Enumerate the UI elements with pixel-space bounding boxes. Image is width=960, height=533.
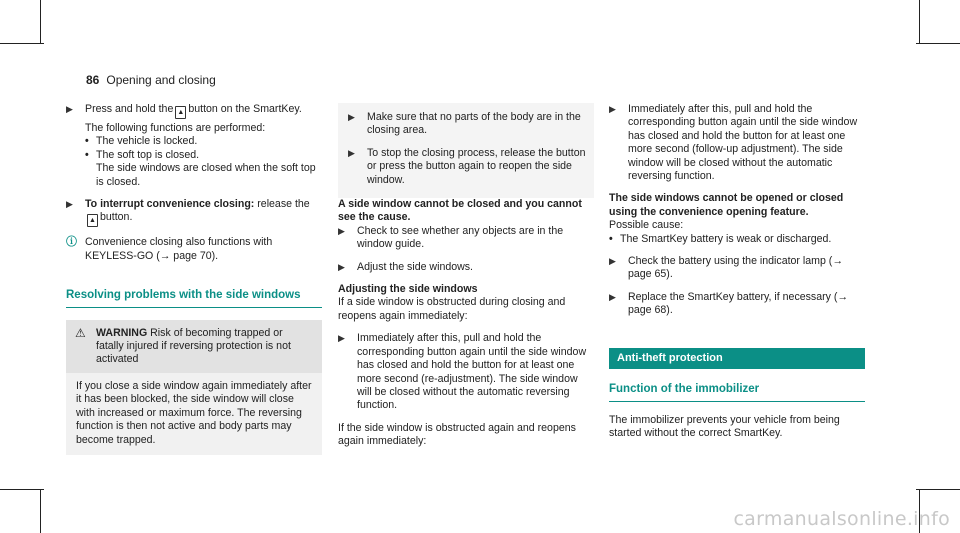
crop-mark	[0, 489, 44, 490]
function-text: The immobilizer prevents your vehicle from being started without the correct SmartKey.	[609, 413, 840, 439]
tail-text: If the side window is obstructed again and reopens again immediately:	[338, 421, 576, 448]
step-press-hold	[66, 103, 322, 189]
arrow-icon: ▶	[609, 104, 616, 114]
list-item: • The SmartKey battery is weak or discharged.	[609, 232, 832, 245]
step: ▶ Adjust the side windows.	[338, 260, 474, 273]
warning-body: If you close a side window again immediately after it has been blocked, the side window will close with increased or maximum force. The reversing function is then not active and body parts may become trapped.	[76, 379, 312, 446]
step: ▶ Check to see whether any objects are in the window guide.	[338, 224, 564, 251]
warning-header: ⚠ WARNING Risk of becoming trapped or fatally injured if reversing protection is not activated	[66, 320, 322, 373]
step: ▶ Check the battery using the indicator lamp (→ page 65).	[609, 255, 843, 281]
arrow-icon: ▶	[338, 333, 345, 344]
functions-list	[85, 135, 322, 162]
problem-heading: The side windows cannot be opened or closed using the convenience opening feature.	[609, 192, 844, 218]
step-bold: To interrupt convenience closing:	[85, 198, 255, 211]
adjust-text: If a side window is obstructed during closing and reopens again immediately:	[338, 296, 566, 322]
step-text-tail: button on the SmartKey.	[188, 103, 302, 115]
column-3	[609, 103, 865, 440]
arrow-icon: ▶	[338, 225, 345, 236]
section-bar: Anti-theft protection	[609, 348, 865, 369]
page-number: 86	[86, 73, 100, 87]
info-note: ⓘ Convenience closing also functions with KEYLESS-GO (→ page 70).	[66, 236, 273, 262]
step: ▶ To stop the closing process, release the button or press the button again to reopen the side window.	[348, 146, 586, 186]
function-heading: Function of the immobilizer	[609, 383, 865, 401]
watermark: carmanualsonline.info	[733, 508, 950, 530]
cause-list	[609, 233, 865, 246]
step: ▶ Replace the SmartKey battery, if necessary (→ page 68).	[609, 290, 849, 317]
list-item: • The soft top is closed.	[85, 148, 200, 161]
arrow-icon: ▶	[609, 291, 616, 302]
bullet-note: The side windows are closed when the soft top is closed.	[96, 162, 316, 188]
warning-icon: ⚠	[75, 325, 86, 340]
column-1	[66, 103, 322, 455]
page-header	[86, 73, 216, 87]
column-2	[338, 103, 594, 449]
crop-mark	[919, 0, 920, 44]
step-text: Press and hold the	[85, 103, 174, 115]
warning-steps-box	[338, 103, 594, 198]
window-button-icon: ▲	[87, 214, 98, 227]
step: ▶ Make sure that no parts of the body are in the closing area.	[348, 111, 581, 137]
adjust-heading: Adjusting the side windows	[338, 283, 478, 296]
step-interrupt: ▶ To interrupt convenience closing: release the▲ button.	[66, 198, 322, 227]
crop-mark	[916, 489, 960, 490]
section-title: Resolving problems with the side windows	[66, 289, 322, 307]
step: ▶ Immediately after this, pull and hold the corresponding button again until the side window has closed and hold the button for at least one more second (re-adjustment). The side window will be closed without the automatic reversing function.	[338, 332, 587, 412]
crop-mark	[40, 489, 41, 533]
arrow-icon: ▶	[66, 104, 73, 114]
arrow-icon: ▶	[66, 199, 73, 210]
arrow-icon: ▶	[348, 147, 355, 158]
info-icon: ⓘ	[66, 236, 77, 249]
crop-mark	[0, 43, 44, 44]
arrow-icon: ▶	[348, 112, 355, 122]
arrow-icon: ▶	[338, 261, 345, 272]
problem-heading: A side window cannot be closed and you cannot see the cause.	[338, 198, 582, 224]
warning-box	[66, 320, 322, 455]
list-item: • The vehicle is locked.	[85, 135, 198, 148]
warning-label: WARNING	[96, 326, 148, 339]
step: ▶ Immediately after this, pull and hold the corresponding button again until the side window has closed and hold the button for at least one more second (follow-up adjustment). The side window will be closed without the automatic reversing function.	[609, 103, 858, 183]
crop-mark	[40, 0, 41, 44]
crop-mark	[916, 43, 960, 44]
functions-intro: The following functions are performed:	[85, 122, 266, 134]
section-name: Opening and closing	[106, 73, 216, 87]
window-button-icon: ▲	[175, 106, 186, 119]
cause-label: Possible cause:	[609, 219, 684, 232]
arrow-icon: ▶	[609, 256, 616, 267]
